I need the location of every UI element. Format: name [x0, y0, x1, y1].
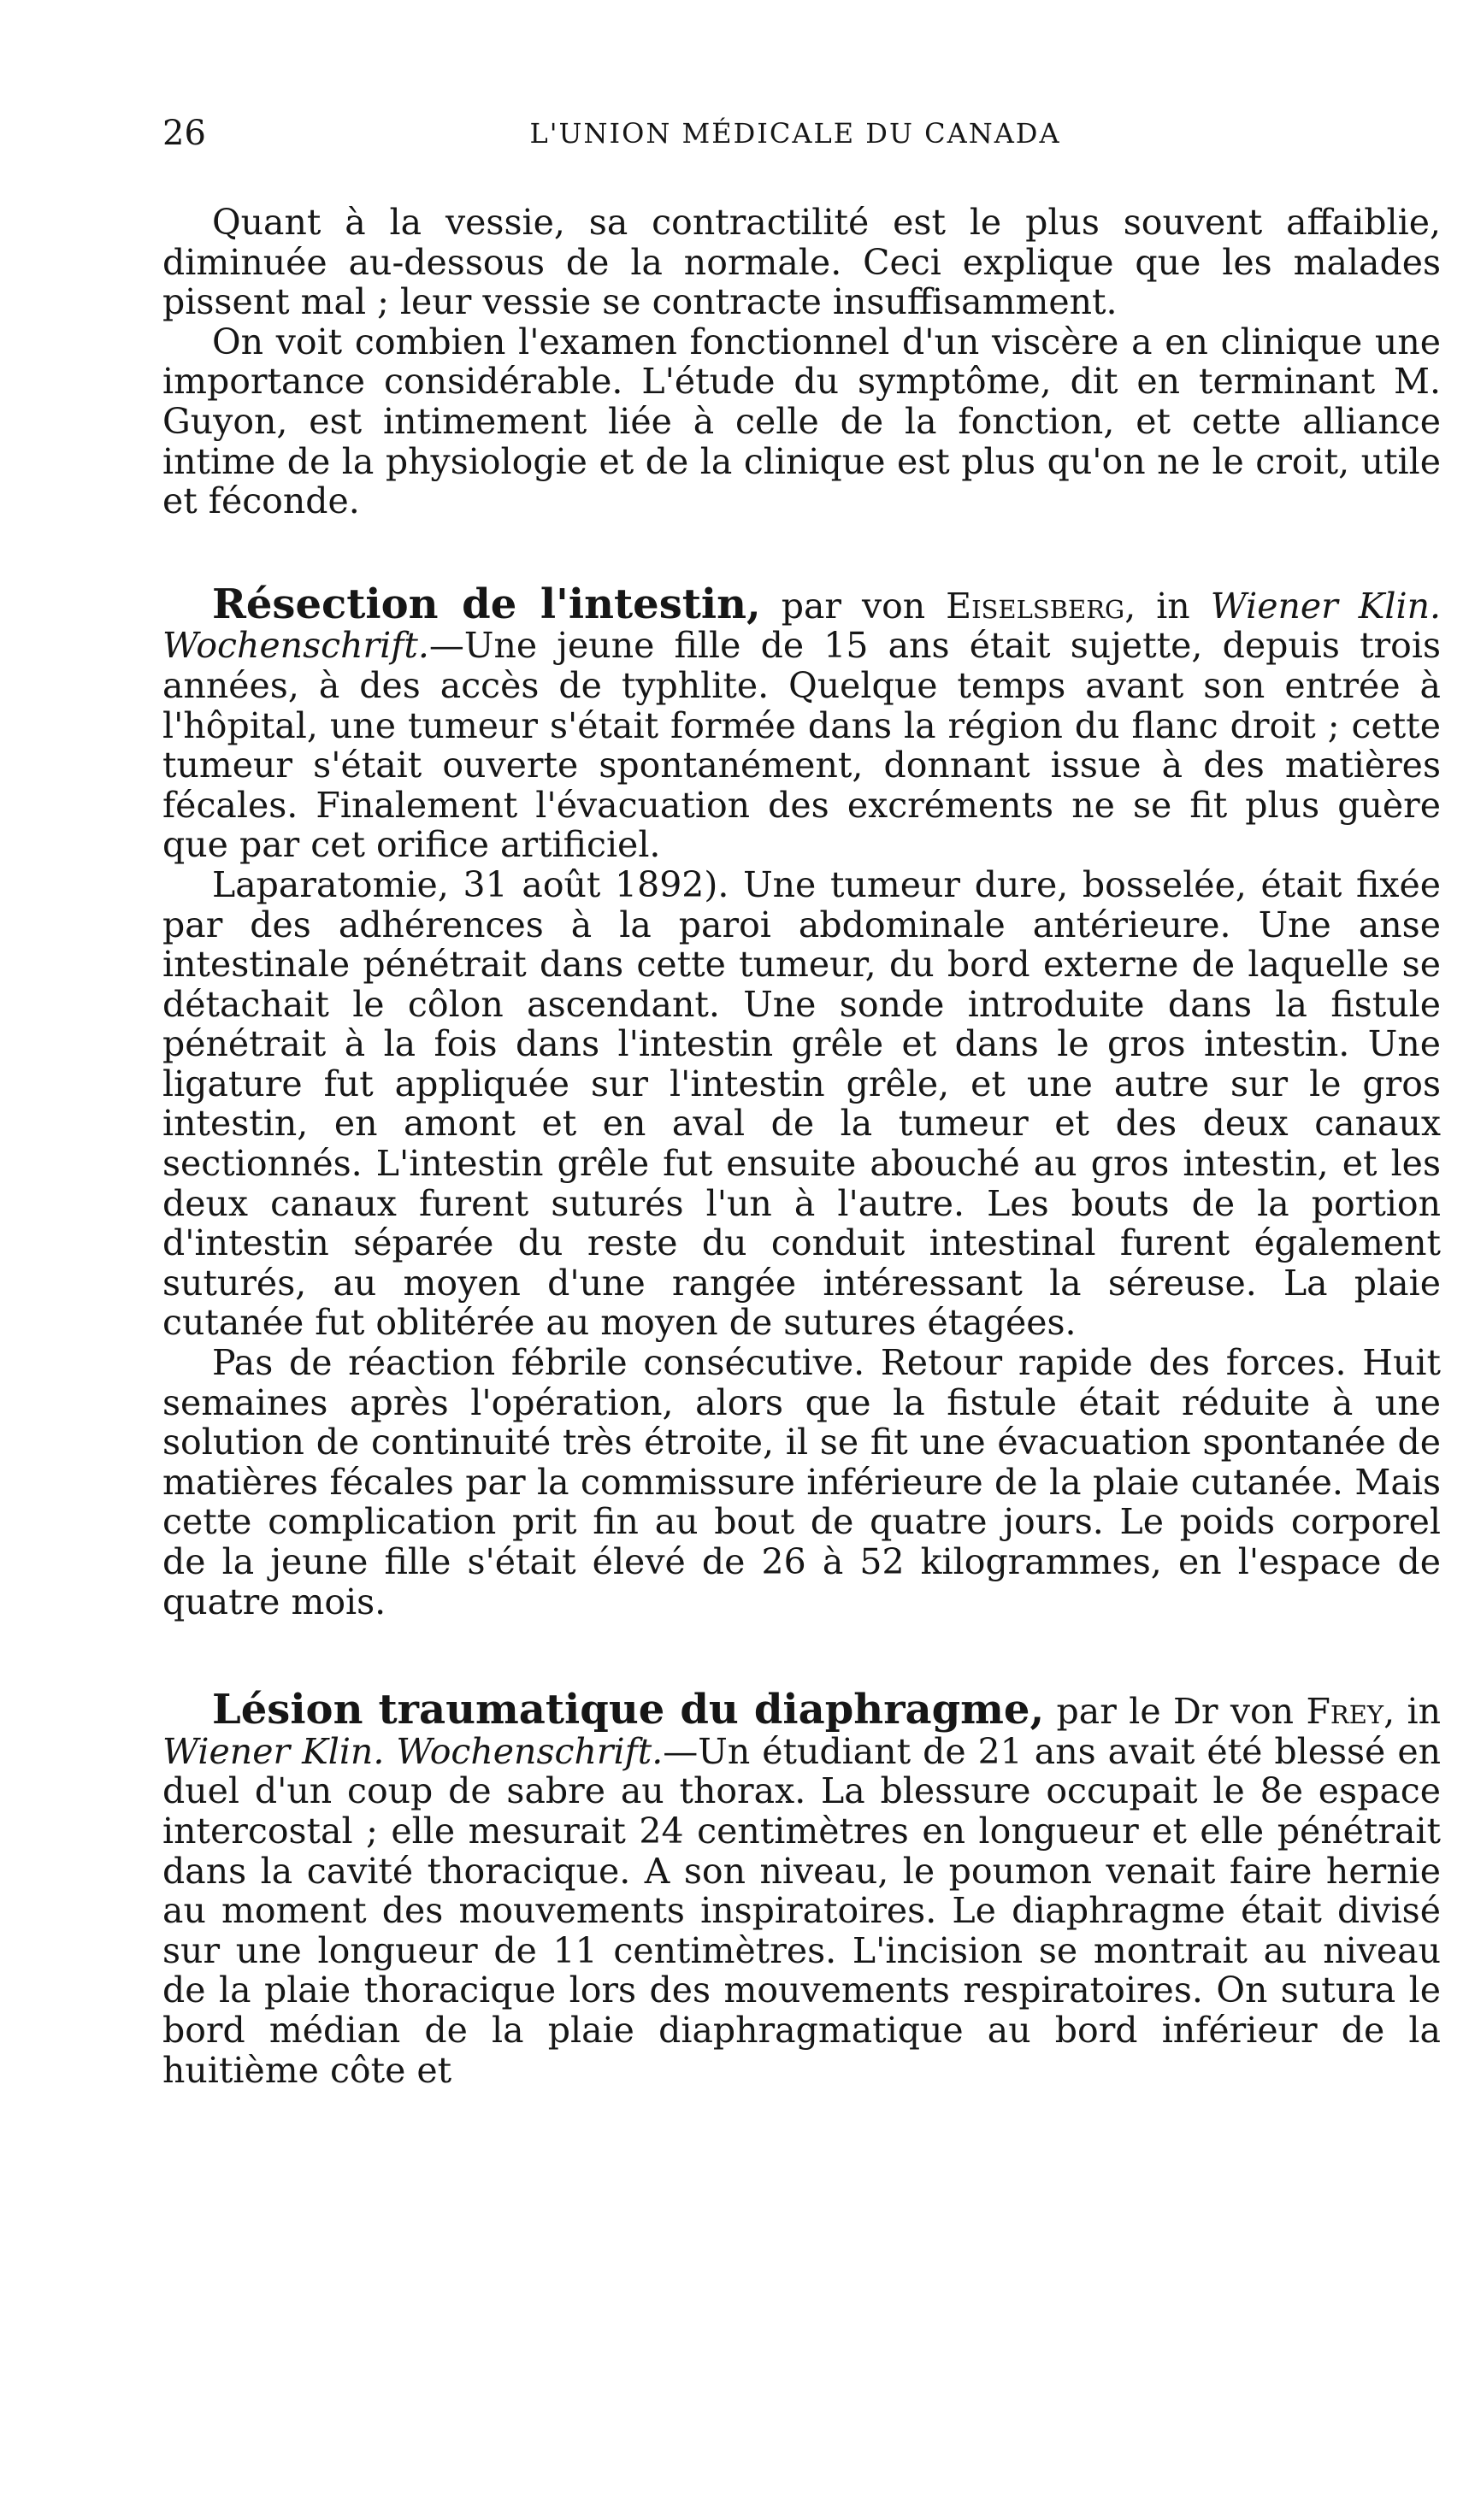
intro-paragraph-1: Quant à la vessie, sa contractilité est le plus souvent affaiblie, diminuée au-dessous de la normale. Ceci explique que les malades pissent mal ; leur vessie se contracte insuffisamment. — [162, 202, 1441, 323]
journal-title: L'UNION MÉDICALE DU CANADA — [529, 117, 1061, 150]
running-header — [162, 108, 1441, 159]
article-2-journal-prefix: , in — [1383, 1691, 1441, 1733]
article-2-author: Frey — [1306, 1691, 1384, 1733]
article-1-author: Eiselsberg — [946, 585, 1125, 627]
intro-paragraph-2: On voit combien l'examen fonctionnel d'un viscère a en clinique une importance considérable. L'étude du symptôme, dit en terminant M. Guyon, est intimement liée à celle de la fonction, et cette alliance intime de la physiologie et de la clinique est plus qu'on ne le croit, utile et féconde. — [162, 321, 1441, 522]
article-1-byline-prefix: par von — [760, 585, 947, 627]
article-body — [162, 203, 1441, 2090]
article-1-paragraph-3: Pas de réaction fébrile consécutive. Retour rapide des forces. Huit semaines après l'opération, alors que la fistule était réduite à une solution de continuité très étroite, il se fit une évacuation spontanée de matières fécales par la commissure inférieure de la plaie cutanée. Mais cette complication prit fin au bout de quatre jours. Le poids corporel de la jeune fille s'était élevé de 26 à 52 kilogrammes, en l'espace de quatre mois. — [162, 1342, 1441, 1622]
article-1-paragraph-2: Laparatomie, 31 août 1892). Une tumeur dure, bosselée, était fixée par des adhérences à la paroi abdominale antérieure. Une anse intestinale pénétrait dans cette tumeur, du bord externe de laquelle se détachait le côlon ascendant. Une sonde introduite dans la fistule pénétrait à la fois dans l'intestin grêle et dans le gros intestin. Une ligature fut appliquée sur l'intestin grêle, et une autre sur le gros intestin, en amont et en aval de la tumeur et des deux canaux sectionnés. L'intestin grêle fut ensuite abouché au gros intestin, et les deux canaux furent suturés l'un à l'autre. Les bouts de la portion d'intestin séparée du reste du conduit intestinal furent également suturés, au moyen d'une rangée intéressant la séreuse. La plaie cutanée fut oblitérée au moyen de sutures étagées. — [162, 863, 1441, 1344]
article-2-journal: Wiener Klin. Wochenschrift. — [162, 1730, 664, 1772]
article-1-text: —Une jeune fille de 15 ans était sujette, depuis trois années, à des accès de typhlite. Quelque temps avant son entrée à l'hôpital, une tumeur s'était formée dans la région du flanc droit ; cette tumeur s'était ouverte spontanément, donnant issue à des matières fécales. Finalement l'évacuation des excréments ne se fit plus guère que par cet orifice artificiel. — [162, 625, 1441, 866]
article-2-byline-prefix: par le Dr von — [1044, 1691, 1307, 1733]
article-2-heading: Lésion traumatique du diaphragme, — [212, 1686, 1045, 1734]
article-2-text: —Un étudiant de 21 ans avait été blessé en duel d'un coup de sabre au thorax. La blessure occupait le 8e espace intercostal ; elle mesurait 24 centimètres en longueur et elle pénétrait dans la cavité thoracique. A son niveau, le poumon venait faire hernie au moment des mouvements inspiratoires. Le diaphragme était divisé sur une longueur de 11 centimètres. L'incision se montrait au niveau de la plaie thoracique lors des mouvements respiratoires. On sutura le bord médian de la plaie diaphragmatique au bord inférieur de la huitième côte et — [162, 1730, 1441, 2091]
article-1-journal-prefix: , in — [1124, 585, 1211, 627]
article-2-paragraph-1 — [162, 1686, 1441, 2091]
article-1-paragraph-1 — [162, 580, 1442, 866]
article-1-journal: Wiener Klin. Wochenschrift. — [162, 585, 1442, 667]
page-number: 26 — [162, 114, 206, 153]
article-1-heading: Résection de l'intestin, — [212, 580, 761, 628]
